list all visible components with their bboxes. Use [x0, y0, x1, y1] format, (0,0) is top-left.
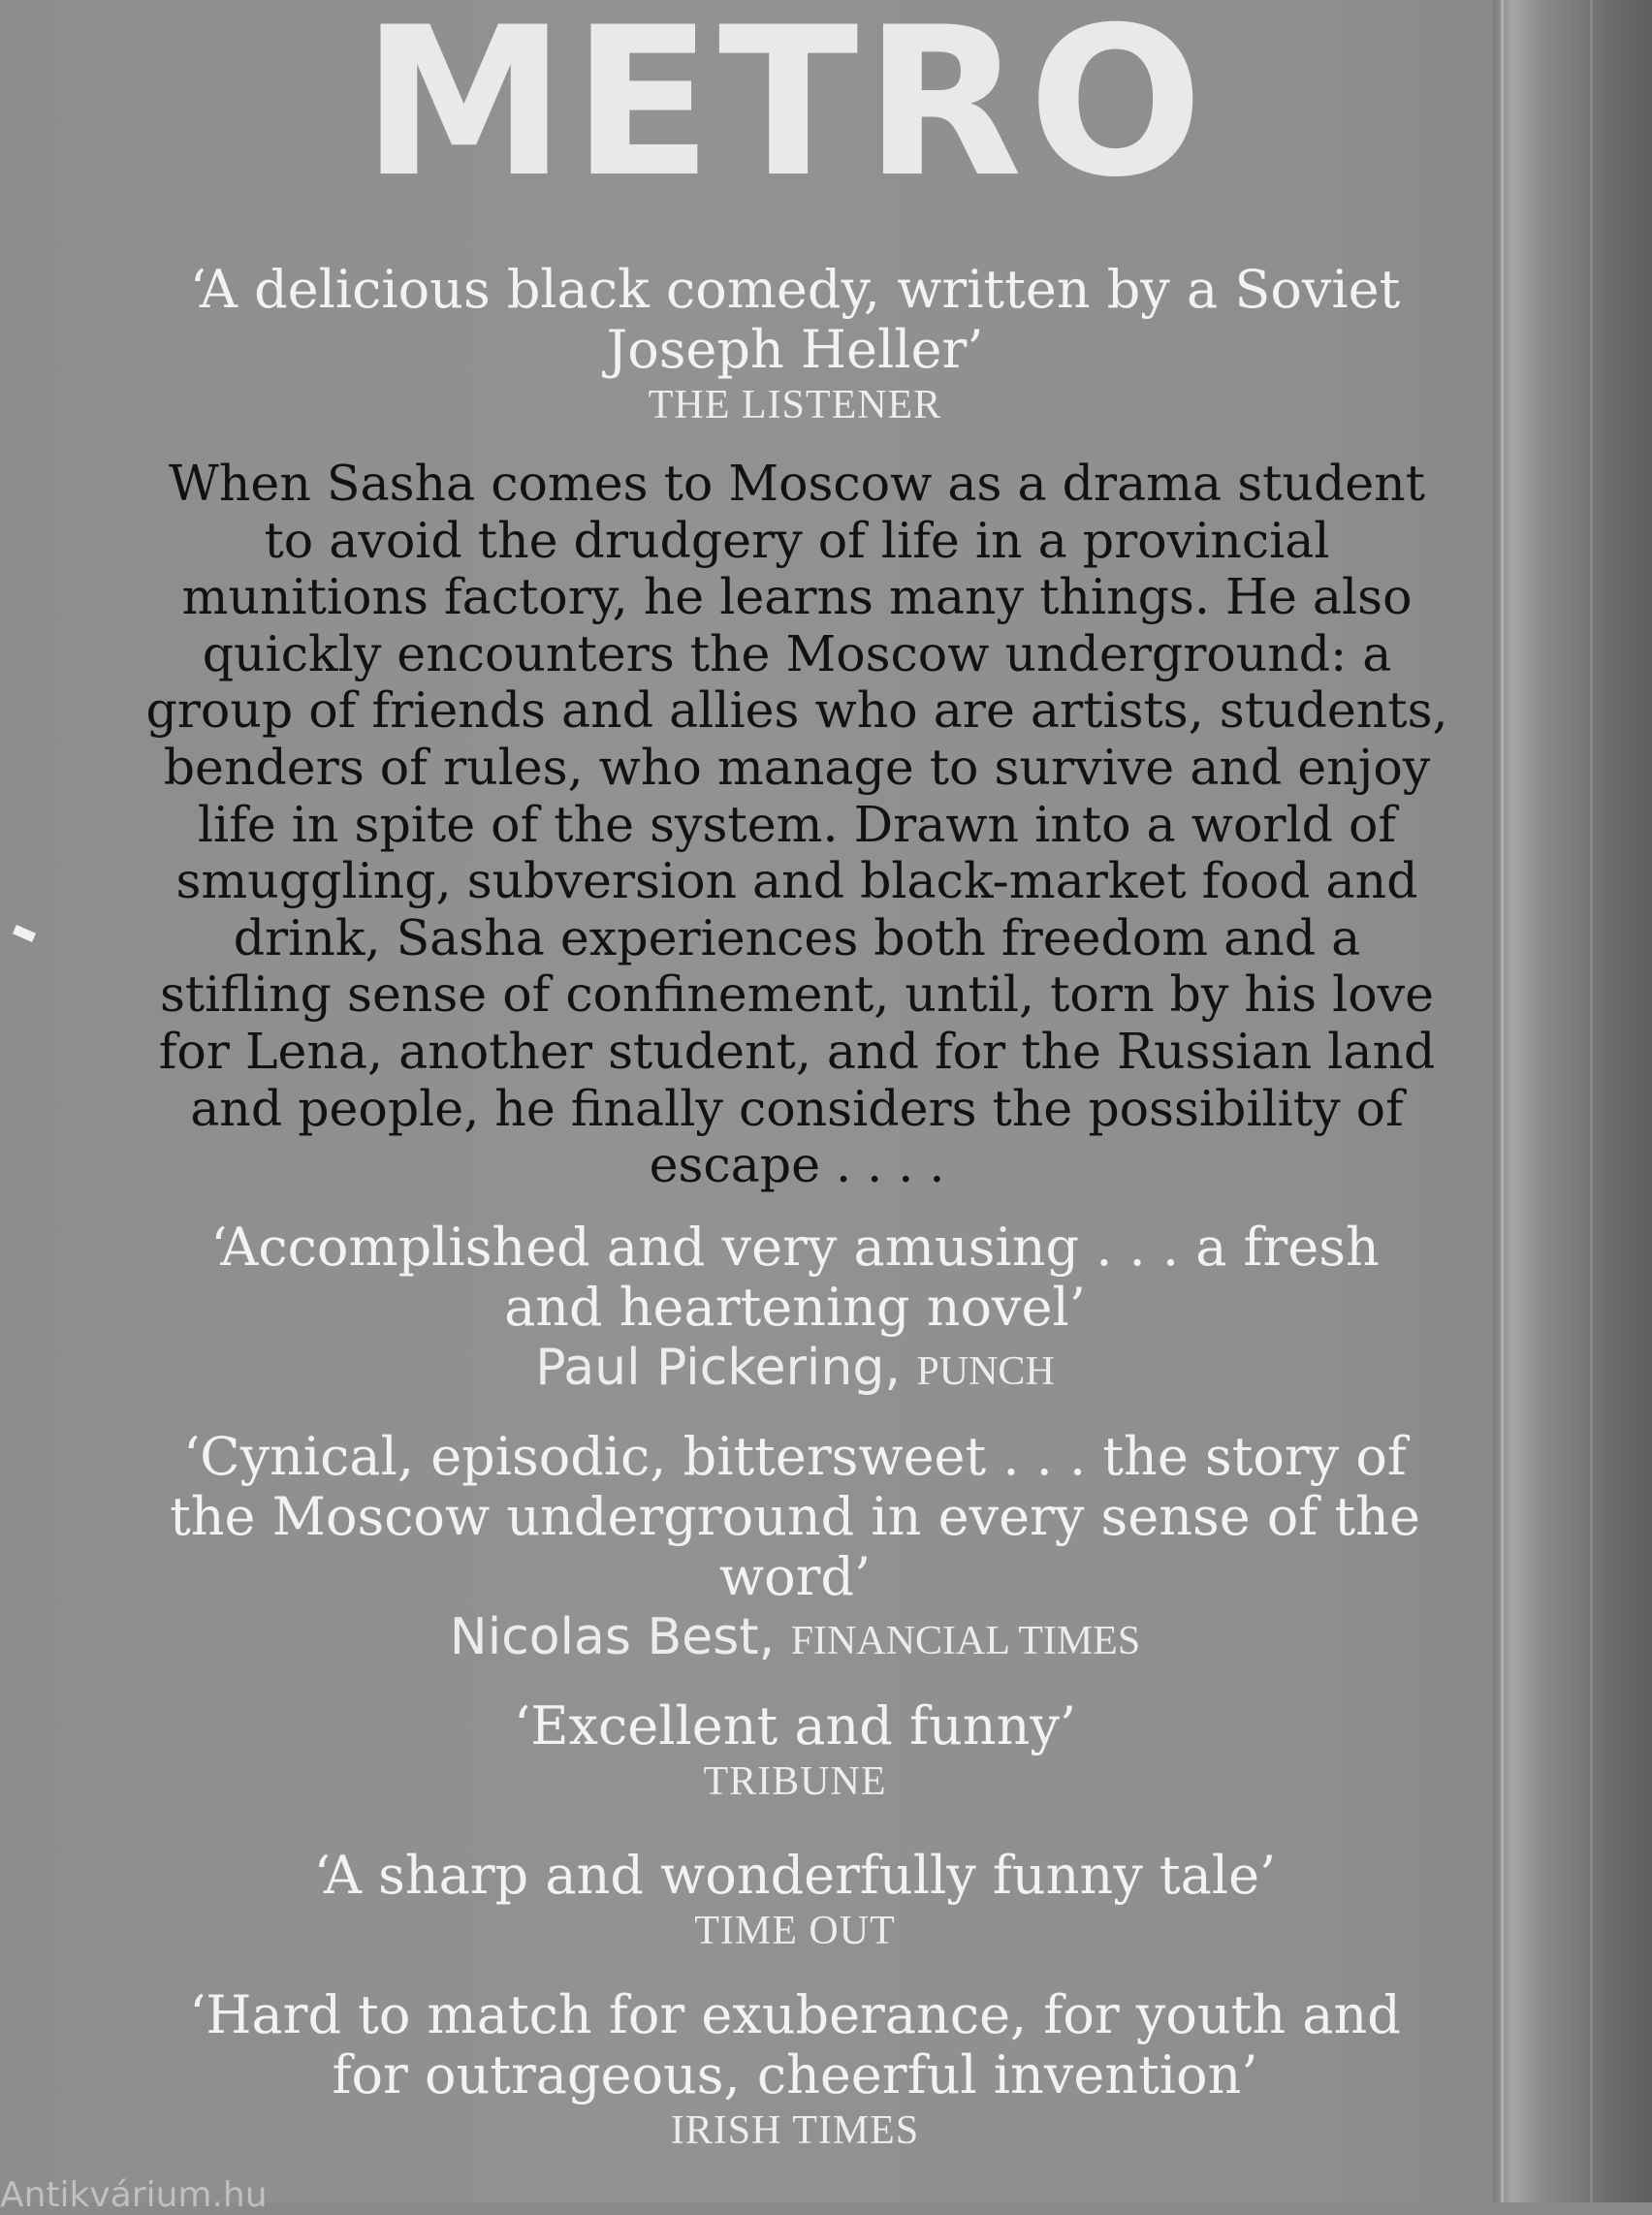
- review-attribution: [126, 1338, 1464, 1402]
- review-financial-times: [126, 1427, 1464, 1671]
- book-title: METRO: [362, 0, 1209, 222]
- review-source: TRIBUNE: [703, 1759, 887, 1804]
- review-tribune: [126, 1696, 1464, 1807]
- review-quote: ‘Hard to match for exuberance, for youth and for outrageous, cheerful invention’: [189, 1984, 1401, 2105]
- review-author: Nicolas Best,: [449, 1608, 776, 1666]
- review-quote: ‘Cynical, episodic, bittersweet . . . the story of the Moscow underground in every sense of the word’: [170, 1426, 1420, 1607]
- book-spine: [1493, 0, 1652, 2202]
- review-source: TIME OUT: [694, 1909, 896, 1953]
- spine-crease: [1590, 0, 1593, 2202]
- review-quote: ‘Excellent and funny’: [513, 1695, 1077, 1756]
- review-source: IRISH TIMES: [670, 2108, 920, 2153]
- paper-nick: [13, 925, 36, 942]
- review-source: PUNCH: [916, 1349, 1055, 1394]
- review-quote: ‘Accomplished and very amusing . . . a fresh and heartening novel’: [210, 1217, 1380, 1338]
- review-author: Paul Pickering,: [535, 1339, 901, 1397]
- review-quote: ‘A delicious black comedy, written by a Soviet Joseph Heller’: [189, 259, 1401, 380]
- review-listener: [126, 260, 1464, 430]
- review-punch: [126, 1218, 1464, 1402]
- review-quote: ‘A sharp and wonderfully funny tale’: [313, 1845, 1277, 1906]
- review-source: THE LISTENER: [648, 383, 942, 427]
- watermark: Antikvárium.hu: [0, 2175, 268, 2215]
- review-source: FINANCIAL TIMES: [790, 1619, 1141, 1663]
- review-irish-times: [126, 1985, 1464, 2156]
- synopsis: When Sasha comes to Moscow as a drama student to avoid the drudgery of life in a provincial munitions factory, he learns many things. He also quickly encounters the Moscow underground: a group of friends and allies who are artists, students, benders of rules, who manage to survive and enjoy life in spite of the system. Drawn into a world of smuggling, subversion and black-market food and drink, Sasha experiences both freedom and a stifling sense of confinement, until, torn by his love for Lena, another student, and for the Russian land and people, he finally considers the possibility of escape . . . .: [145, 455, 1448, 1194]
- review-time-out: [126, 1846, 1464, 1956]
- review-attribution: [126, 1607, 1464, 1671]
- spine-crease: [1501, 0, 1504, 2202]
